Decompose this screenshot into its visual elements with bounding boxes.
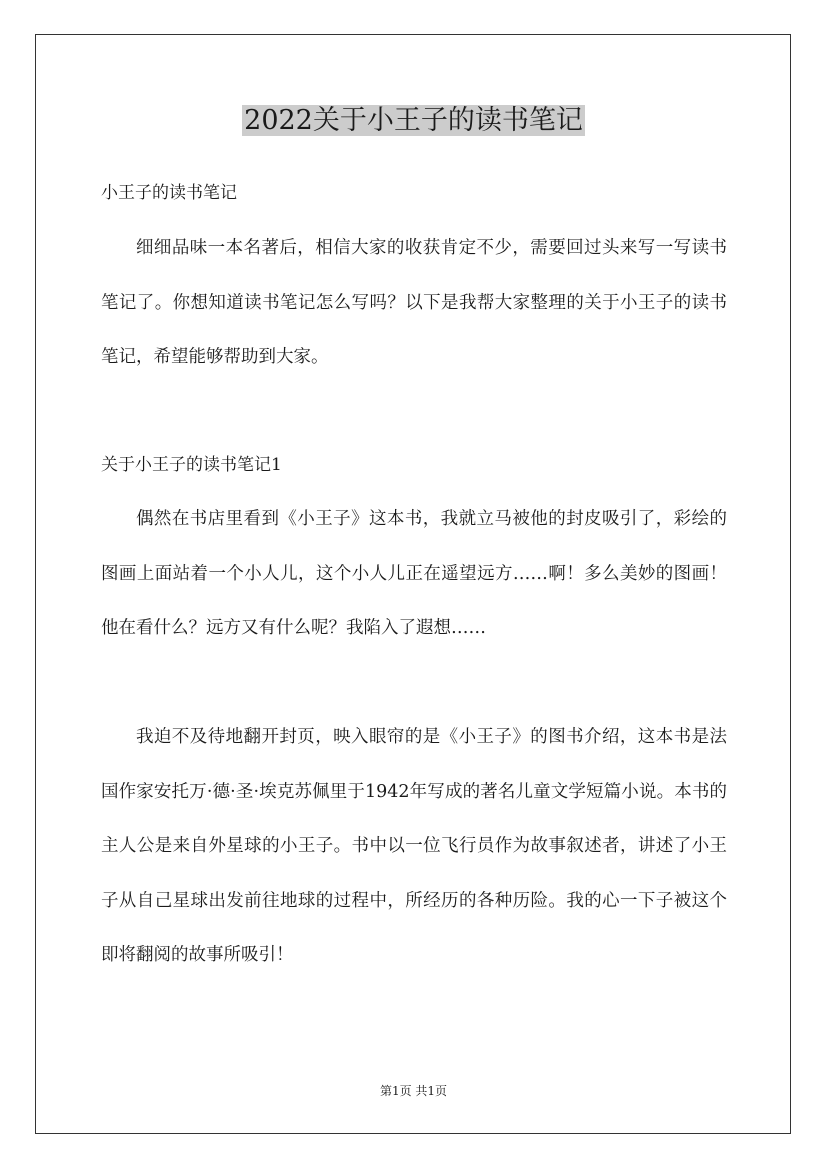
note1-heading: 关于小王子的读书笔记1 — [101, 455, 282, 475]
document-title-text: 2022关于小王子的读书笔记 — [244, 105, 583, 136]
page-footer: 第1页 共1页 — [379, 1084, 448, 1098]
note1-paragraph-2: 我迫不及待地翻开封页，映入眼帘的是《小王子》的图书介绍，这本书是法国作家安托万·德·圣·埃克苏佩里于1942年写成的著名儿童文学短篇小说。本书的主人公是来自外星球的小王子。书中以一位飞行员作为故事叙述者，讲述了小王子从自己星球出发前往地球的过程中，所经历的各种历险。我的心一下子被这个即将翻阅的故事所吸引！ — [101, 727, 727, 965]
section-heading: 小王子的读书笔记 — [101, 183, 237, 203]
document-title — [0, 103, 827, 139]
note1-paragraph-1: 偶然在书店里看到《小王子》这本书，我就立马被他的封皮吸引了，彩绘的图画上面站着一个小人儿，这个小人儿正在遥望远方……啊！多么美妙的图画！他在看什么？远方又有什么呢？我陷入了遐想…… — [101, 509, 727, 638]
intro-paragraph: 细细品味一本名著后，相信大家的收获肯定不少，需要回过头来写一写读书笔记了。你想知道读书笔记怎么写吗？以下是我帮大家整理的关于小王子的读书笔记，希望能够帮助到大家。 — [101, 238, 727, 367]
